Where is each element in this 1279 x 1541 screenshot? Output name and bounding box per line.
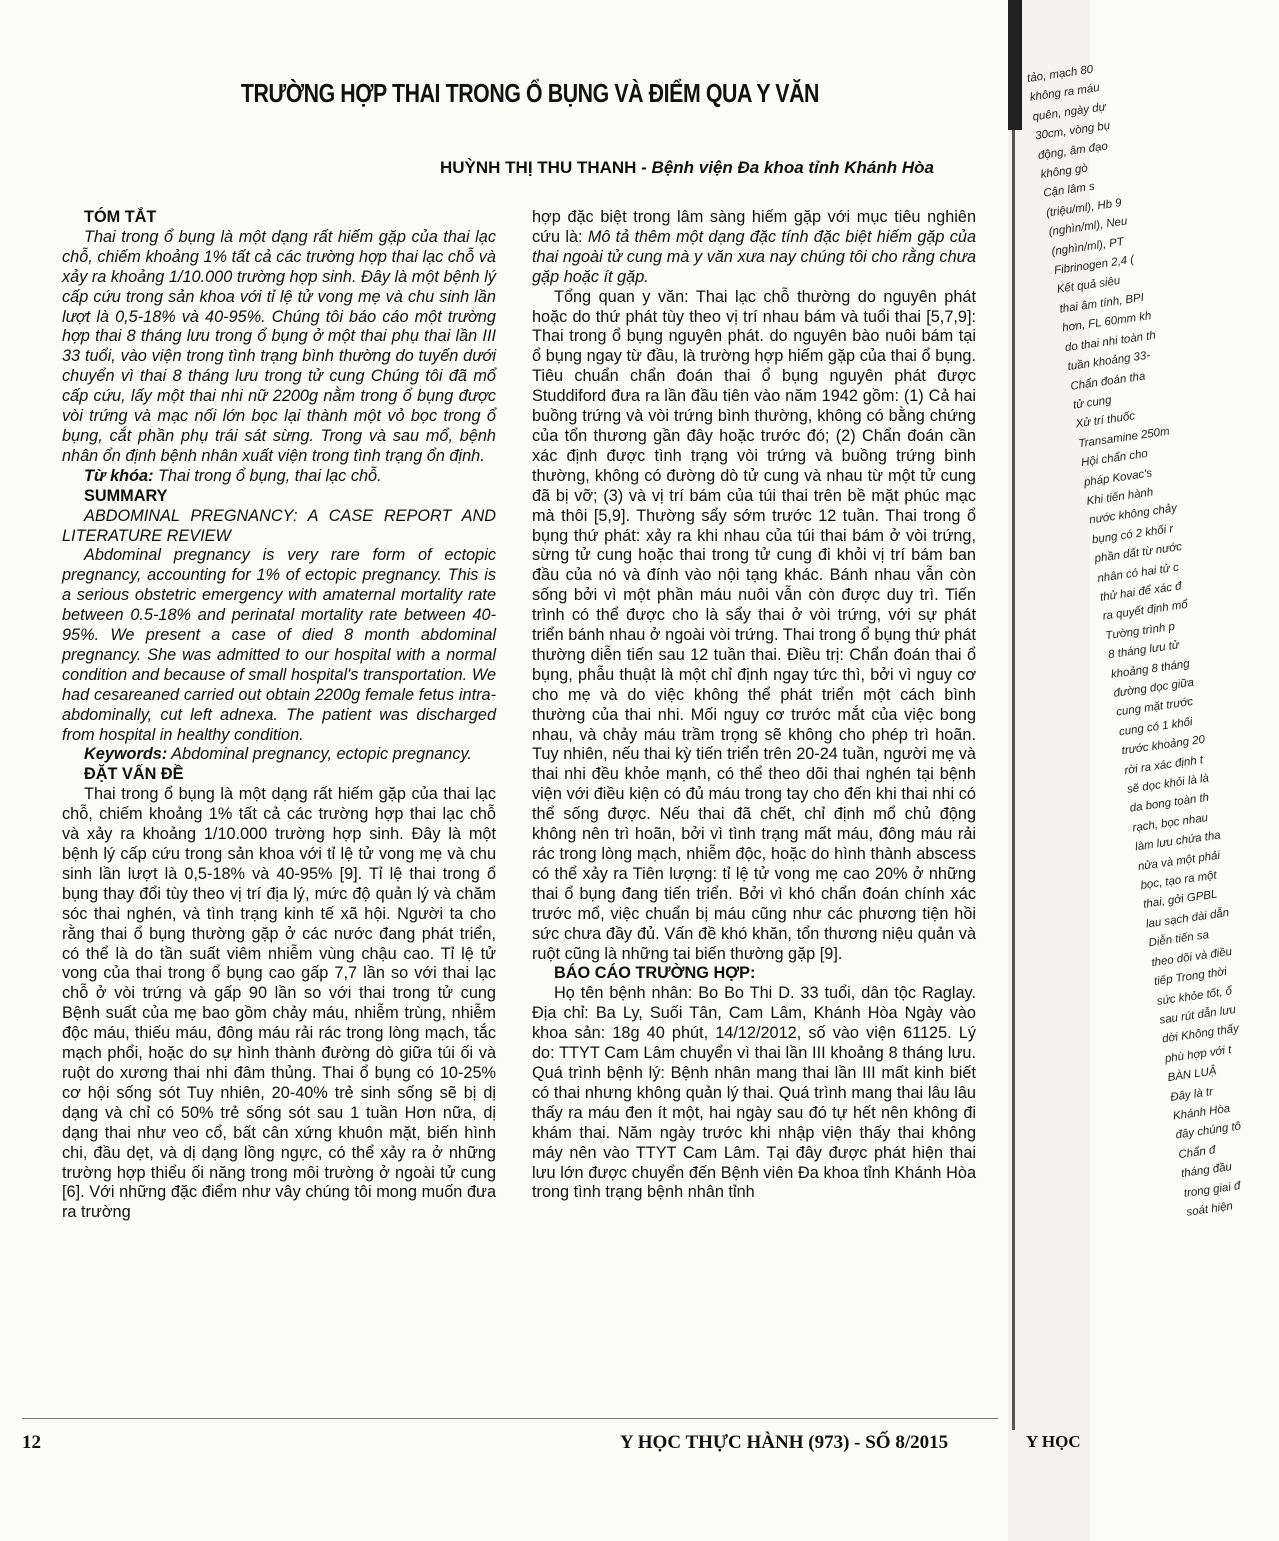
- page-number: 12: [22, 1432, 41, 1453]
- next-page-line: (nghìn/ml), PT: [1050, 235, 1125, 258]
- intro-text: Thai trong ổ bụng là một dạng rất hiếm gặp của thai lạc chỗ, chiếm khoảng 1% tất cả các trường hợp thai lạc chỗ và xảy ra khoảng 1/10.000 trường hợp sinh. Đây là một bệnh lý cấp cứu trong sản khoa với tỉ lệ tử vong mẹ và chu sinh lần lượt là 0,5-18% và 40-95% [9]. Tỉ lệ thai trong ổ bụng thay đổi tùy theo vị trí địa lý, mức độ quản lý và chăm sóc thai nghén, và tình trạng kinh tế xã hội. Người ta cho rằng thai ổ bụng thường gặp ở các nước đang phát triển, có thể là do tần suất viêm nhiễm vùng chậu cao. Tỉ lệ tử vong của thai trong ổ bụng cao gấp 7,7 lần so với thai lạc chỗ ở vòi trứng và gấp 90 lần so với thai trong tử cung Bệnh suất của mẹ bao gồm chảy máu, nhiễm trùng, nhiễm độc máu, thiếu máu, đông máu rải rác trong lòng mạch, tắc mạch phổi, hoặc do sự hình thành đường dò giữa túi ối và ruột do xương thai nhi đâm thủng. Thai ổ bụng có 10-25% cơ hội sống sót Tuy nhiên, 20-40% trẻ sinh sống sẽ bị dị dạng và chỉ có 50% trẻ sống sót sau 1 tuần Hơn nữa, dị dạng thai như veo cổ, bất cân xứng khuôn mặt, biến hình chi, đầu dẹt, và dị dạng lồng ngực, có thể xảy ra ở những trường hợp thiểu ối năng trong môi trường ở ngoài tử cung [6]. Với những đặc điểm như vây chúng tôi mong muốn đưa ra trường: [62, 785, 496, 1222]
- binding-shadow: [1008, 0, 1022, 130]
- case-report-text: Họ tên bệnh nhân: Bo Bo Thi D. 33 tuổi, dân tộc Raglay. Địa chỉ: Ba Ly, Suối Tân, Cam Lâm, Khánh Hòa Ngày vào khoa sản: 18g 40 phút, 14/12/2012, số vào viện 61125. Lý do: TTYT Cam Lâm chuyển vì thai lần III khoảng 8 tháng lưu. Quá trình bệnh lý: Bệnh nhân mang thai lần III mất kinh biết có thai nhưng không quản lý thai. Quá trình mang thai lâu lâu thấy ra máu đen ít một, hai ngày sau đó tự hết nên không đi khám thai. Năm ngày trước khi nhập viện thấy thai không máy nên vào TTYT Cam Lâm. Tại đây được phát hiện thai lưu lớn được chuyển đến Bệnh viên Đa khoa tỉnh Khánh Hòa trong tình trạng bệnh nhân tỉnh: [532, 984, 976, 1202]
- journal-footer: Y HỌC THỰC HÀNH (973) - SỐ 8/2015: [620, 1432, 949, 1453]
- next-page-text-fragments: [1026, 61, 1251, 1223]
- keywords-vi: [62, 467, 496, 487]
- keywords-vi-text: Thai trong ổ bụng, thai lạc chỗ.: [153, 466, 382, 485]
- right-column: [532, 208, 976, 1203]
- next-page-line: sau rút dẫn lưu: [1158, 1003, 1237, 1027]
- author-affiliation: - Bệnh viện Đa khoa tỉnh Khánh Hòa: [641, 158, 934, 177]
- next-page-line: động, âm đạo: [1037, 140, 1109, 162]
- next-page-line: (nghìn/ml), Neu: [1048, 215, 1129, 239]
- next-page-line: Đây là tr: [1169, 1085, 1214, 1104]
- article-title: TRƯỜNG HỢP THAI TRONG Ổ BỤNG VÀ ĐIỂM QUA Y VĂN: [240, 78, 820, 108]
- literature-review-text: Tổng quan y văn: Thai lạc chỗ thường do nguyên phát hoặc do thứ phát tùy theo vị trí nhau bám và tuổi thai [5,7,9]: Thai trong ổ bụng nguyên phát. do nguyên bào nuôi bám tại ổ bụng ngay từ đầu, là trường hợp hiếm gặp của thai ổ bụng. Tiêu chuẩn chẩn đoán thai ổ bụng nguyên phát được Studdiford đưa ra lần đầu tiên vào năm 1942 gồm: (1) Cả hai buồng trứng và vòi trứng bình thường, không có bằng chứng của tổn thương gần đây hoặc trước đó; (2) Chẩn đoán cần xác định được tình trạng vòi trứng và buồng trứng bình thường, không có đường dò tử cung và nhau từ một tử cung đã bị vỡ; (3) và vị trí bám của túi thai trên bề mặt phúc mạc mà thôi [5,9]. Thường sẩy sớm trước 12 tuần. Thai trong ổ bụng thứ phát: xảy ra khi nhau của túi thai bám ở vòi trứng, sừng tử cung hoặc thai trong tử cung đi khỏi vị trí bám ban đầu của nó và đính vào nội tạng khác. Bánh nhau vẫn còn sống bởi vì một phần máu nuôi vẫn còn được duy trì. Tiến trình có thể được cho là sẩy thai ở vòi trứng, với sự phát triển bánh nhau ở ngoài vòi trứng. Thai trong ổ bụng thứ phát thường diễn tiến sau 12 tuần thai. Điều trị: Chẩn đoán thai ổ bụng, phẫu thuật là một chỉ định ngay tức thì, bởi vì nguy cơ cho mẹ và do việc không thể phát triển một cách bình thường của thai nhi. Mối nguy cơ trước mắt của việc bong nhau, và chảy máu trầm trọng sẽ không cho phép trì hoãn. Tuy nhiên, nếu thai kỳ tiến triển trên 20-24 tuần, người mẹ và thai nhi đều khỏe mạnh, có thể theo dõi thai nghén tại bệnh viện với điều kiện có đủ máu trong tay cho đến khi thai nhi có thể sống được. Nếu thai đã chết, chỉ định mổ chủ động không nên trì hoãn, bởi vì tình trạng mất máu, đông máu rải rác trong lòng mạch, nhiễm độc, hoặc do hình thành abscess có thể xảy ra Tiên lượng: tỉ lệ tử vong mẹ cao 20% ở những thai ổ bụng đang tiến triển. Bởi vì khó chẩn đoán chính xác trước mổ, việc chuẩn bị máu cũng như các phương tiện hồi sức chưa đầy đủ. Vấn đề khó khăn, tổn thương niệu quản và ruột cũng là những tai biến thường gặp [9].: [532, 287, 976, 963]
- summary-en-title: ABDOMINAL PREGNANCY: A CASE REPORT AND LITERATURE REVIEW: [62, 506, 496, 545]
- next-page-line: không ra máu: [1029, 82, 1101, 105]
- next-page-line: theo dõi và điều: [1150, 945, 1233, 969]
- next-page-line: Fibrinogen 2,4 (: [1053, 253, 1135, 278]
- next-page-line: 30cm, vòng bụ: [1034, 120, 1111, 143]
- next-page-line: đây chúng tô: [1174, 1120, 1242, 1142]
- next-page-line: nửa và một phải: [1137, 849, 1221, 873]
- next-page-line: pháp Kovac's: [1083, 466, 1153, 489]
- next-page-edge: [1008, 0, 1242, 1541]
- next-page-line: Xử trí thuốc: [1075, 410, 1136, 431]
- next-page-line: nhân có hai tử c: [1096, 561, 1180, 585]
- next-page-line: Chẩn đoán tha: [1069, 369, 1147, 393]
- next-page-line: nước không chảy: [1088, 502, 1178, 527]
- next-page-line: dời Không thấy: [1161, 1023, 1240, 1046]
- next-page-line: Cận lâm s: [1042, 181, 1096, 201]
- next-page-line: cung mặt trước: [1115, 696, 1194, 720]
- next-page-line: Tường trình p: [1104, 620, 1176, 643]
- keywords-vi-label: Từ khóa:: [84, 466, 154, 485]
- next-page-line: tử cung: [1072, 394, 1113, 412]
- next-page-line: Hội chẩn cho: [1080, 447, 1149, 470]
- summary-en-heading: SUMMARY: [84, 486, 168, 505]
- summary-vi-heading: TÓM TẮT: [84, 208, 157, 226]
- next-page-line: soát hiện: [1185, 1200, 1234, 1219]
- footer-rule: [22, 1418, 998, 1419]
- next-page-line: Transamine 250m: [1077, 425, 1171, 450]
- next-page-line: tiếp Trong thời: [1153, 965, 1228, 989]
- next-page-line: quên, ngày dự: [1031, 101, 1107, 124]
- next-page-line: trong giai đ: [1183, 1179, 1242, 1200]
- next-page-line: phần dất từ nước: [1093, 541, 1183, 566]
- next-page-line: Kết quả siêu: [1056, 275, 1122, 297]
- next-page-line: 8 tháng lưu tử: [1107, 639, 1180, 662]
- case-report-heading: BÁO CÁO TRƯỜNG HỢP:: [554, 964, 756, 983]
- next-page-line: tảo, mạch 80: [1026, 63, 1094, 85]
- next-page-line: lau sạch dài dẫn: [1145, 906, 1230, 931]
- next-page-line: (triệu/ml), Hb 9: [1045, 196, 1123, 220]
- keywords-en-label: Keywords:: [84, 745, 168, 764]
- next-page-line: trước khoảng 20: [1120, 733, 1206, 758]
- next-page-line: Chẩn đ: [1177, 1143, 1217, 1162]
- next-page-line: do thai nhi toàn th: [1064, 329, 1157, 354]
- next-page-line: tuần khoảng 33-: [1066, 349, 1151, 374]
- next-page-line: Diễn tiến sa: [1147, 929, 1210, 950]
- next-page-line: sẽ dọc khỏi là là: [1126, 772, 1210, 796]
- next-page-line: sức khỏe tốt, ổ: [1156, 984, 1233, 1008]
- next-page-line: da bong toàn th: [1129, 792, 1210, 816]
- next-page-line: làm lưu chứa tha: [1134, 829, 1222, 854]
- next-page-line: hơn, FL 60mm kh: [1061, 310, 1153, 335]
- next-page-line: Khánh Hòa: [1172, 1102, 1231, 1123]
- next-page-line: rời ra xác định t: [1123, 753, 1204, 777]
- intro-heading: ĐẶT VẤN ĐỀ: [84, 765, 184, 784]
- author-line: [440, 158, 1000, 178]
- next-page-line: thai âm tính, BPI: [1058, 291, 1145, 316]
- next-page-line: thai, gởi GPBL: [1142, 888, 1219, 912]
- intro-continued-italic: Mô tả thêm một dạng đặc tính đặc biệt hiếm gặp của thai ngoài tử cung mà y văn xưa nay chúng tôi cho rằng chưa gặp hoặc ít gặp.: [532, 227, 976, 286]
- next-page-line: ra quyết định mổ: [1102, 599, 1189, 623]
- next-page-line: không gò: [1039, 162, 1089, 181]
- summary-vi-text: Thai trong ổ bụng là một dạng rất hiếm gặp của thai lạc chỗ, chiếm khoảng 1% tất cả các trường hợp thai lạc chỗ và xảy ra khoảng 1/10.000 trường hợp sinh. Đây là một bệnh lý cấp cứu trong sản khoa với tỉ lệ tử vong mẹ và chu sinh lần lượt là 0,5-18% và 40-95%. Chúng tôi báo cáo một trường hợp thai 8 tháng lưu trong ổ bụng ở một thai phụ thai lần III 33 tuổi, vào viện trong tình trạng bình thường do tuyến dưới chuyển vì thai 8 tháng lưu trong tử cung Chúng tôi đã mổ cấp cứu, lấy một thai nhi nữ 2200g nằm trong ổ bụng được vòi trứng và mạc nối lớn bọc lại thành một vỏ bọc trong ổ bụng, cắt phần phụ trái sát sừng. Trong và sau mổ, bệnh nhân ổn định bệnh nhân xuất viện trong tình trạng ổn định.: [62, 227, 496, 465]
- next-page-footer: Y HỌC: [1026, 1432, 1081, 1451]
- next-page-line: rạch, bọc nhau: [1131, 811, 1209, 835]
- next-page-line: tháng đầu: [1180, 1161, 1233, 1181]
- next-page-line: phù hợp với t: [1164, 1043, 1233, 1065]
- next-page-line: khoảng 8 tháng: [1110, 657, 1191, 681]
- next-page-line: bọc, tạo ra một: [1139, 869, 1218, 892]
- next-page-line: bụng có 2 khối r: [1091, 522, 1174, 547]
- next-page-line: đường dọc giữa: [1112, 676, 1195, 700]
- next-page-line: Khi tiến hành: [1085, 486, 1154, 508]
- next-page-line: BÀN LUẬ: [1166, 1065, 1218, 1085]
- next-page-line: thử hai để xác đ: [1099, 580, 1183, 604]
- author-name: HUỲNH THỊ THU THANH: [440, 158, 637, 177]
- summary-en-text: Abdominal pregnancy is very rare form of ectopic pregnancy, accounting for 1% of ectopic pregnancy. This is a serious obstetric emergency with amaternal mortality rate between 0.5-18% and perinatal mortality rate between 40-95%. We present a case of died 8 month abdominal pregnancy. She was admitted to our hospital with a normal condition and because of small hospital's transportation. We had cesareaned carried out obtain 2200g female fetus intra-abdominally, cut left adnexa. The patient was discharged from hospital in healthy condition.: [62, 546, 496, 744]
- keywords-en-text: Abdominal pregnancy, ectopic pregnancy.: [167, 745, 472, 764]
- intro-continued-plain: hợp đặc biệt trong lâm sàng hiếm gặp với mục tiêu nghiên cứu là:: [532, 208, 976, 246]
- left-column: [62, 208, 496, 1223]
- intro-continued: [532, 208, 976, 288]
- next-page-line: cung có 1 khối: [1118, 716, 1194, 739]
- binding-line: [1012, 130, 1015, 1430]
- keywords-en: [62, 745, 496, 765]
